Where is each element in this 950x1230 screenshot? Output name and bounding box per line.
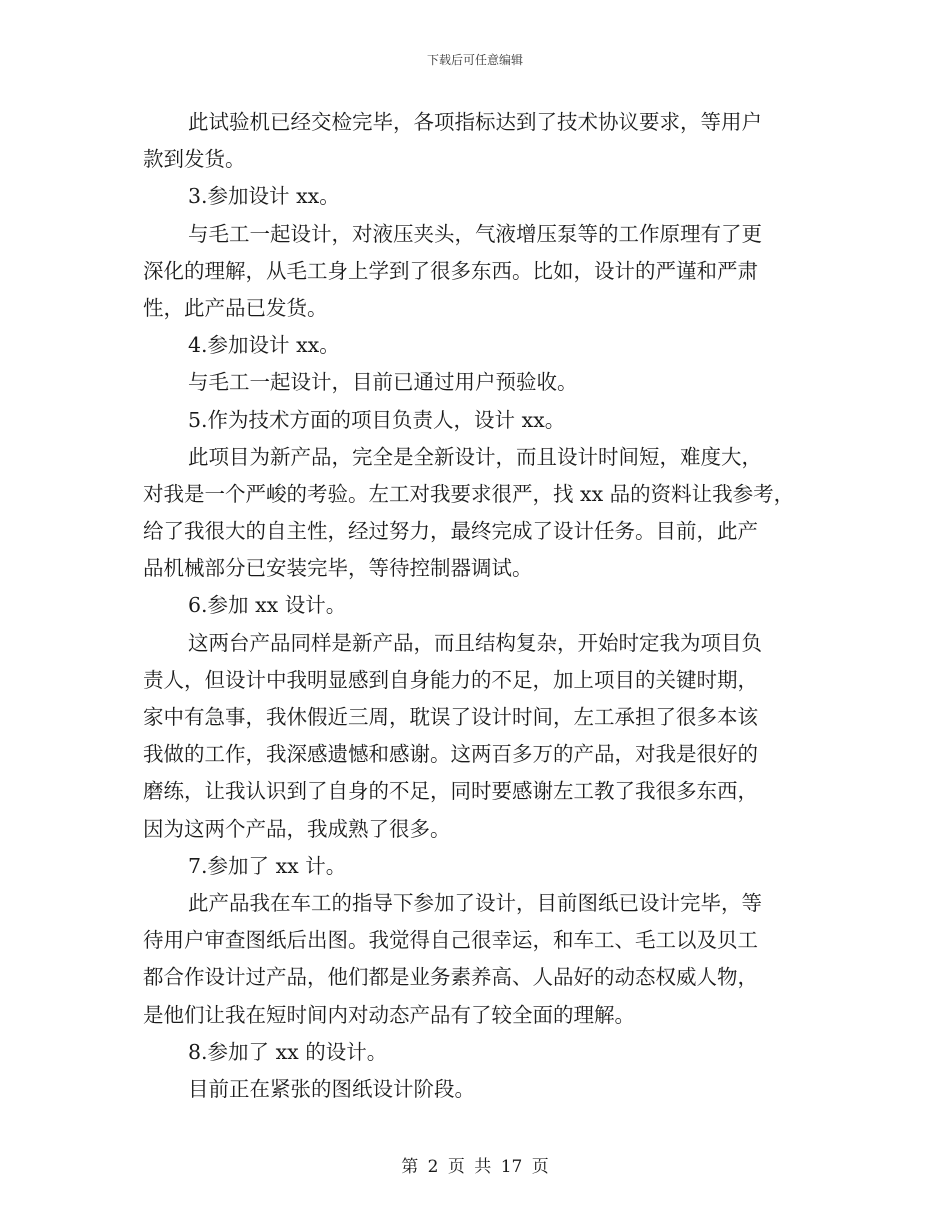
text-line: 8.参加了 xx 的设计。 [188, 1039, 388, 1064]
text-line: 此产品我在车工的指导下参加了设计，目前图纸已设计完毕，等 [188, 890, 762, 915]
text-line: 品机械部分已安装完毕，等待控制器调试。 [143, 556, 533, 581]
text-line: 与毛工一起设计，对液压夹头，气液增压泵等的工作原理有了更 [188, 221, 762, 246]
text-line: 与毛工一起设计，目前已通过用户预验收。 [188, 370, 578, 395]
text-line: 目前正在紧张的图纸设计阶段。 [188, 1076, 475, 1101]
text-line: 这两台产品同样是新产品，而且结构复杂，开始时定我为项目负 [188, 630, 762, 655]
text-line: 4.参加设计 xx。 [188, 333, 340, 358]
text-line: 性，此产品已发货。 [143, 295, 328, 320]
text-line: 磨练，让我认识到了自身的不足，同时要感谢左工教了我很多东西， [143, 779, 758, 804]
text-line: 待用户审查图纸后出图。我觉得自己很幸运，和车工、毛工以及贝工 [143, 928, 758, 953]
text-line: 都合作设计过产品，他们都是业务素养高、人品好的动态权威人物， [143, 965, 758, 990]
text-line: 此项目为新产品，完全是全新设计，而且设计时间短，难度大， [188, 444, 762, 469]
text-line: 是他们让我在短时间内对动态产品有了较全面的理解。 [143, 1002, 635, 1027]
text-line: 对我是一个严峻的考验。左工对我要求很严，找 xx 品的资料让我参考， [143, 481, 795, 506]
text-line: 我做的工作，我深感遗憾和感谢。这两百多万的产品，对我是很好的 [143, 742, 758, 767]
page-footer: 第 2 页 共 17 页 [401, 1157, 549, 1177]
text-line: 6.参加 xx 设计。 [188, 593, 347, 618]
text-line: 深化的理解，从毛工身上学到了很多东西。比如，设计的严谨和严肃 [143, 258, 758, 283]
text-line: 3.参加设计 xx。 [188, 184, 340, 209]
text-line: 家中有急事，我休假近三周，耽误了设计时间，左工承担了很多本该 [143, 705, 758, 729]
document-body [143, 104, 815, 1108]
page-header: 下载后可任意编辑 [426, 53, 523, 67]
text-line: 责人，但设计中我明显感到自身能力的不足，加上项目的关键时期， [143, 667, 758, 692]
text-line: 7.参加了 xx 计。 [188, 853, 347, 878]
text-line: 款到发货。 [143, 147, 246, 172]
text-line: 此试验机已经交检完毕，各项指标达到了技术协议要求，等用户 [188, 110, 762, 134]
text-line: 因为这两个产品，我成熟了很多。 [143, 816, 451, 841]
text-line: 5.作为技术方面的项目负责人，设计 xx。 [188, 407, 566, 432]
text-line: 给了我很大的自主性，经过努力，最终完成了设计任务。目前，此产 [143, 519, 758, 544]
